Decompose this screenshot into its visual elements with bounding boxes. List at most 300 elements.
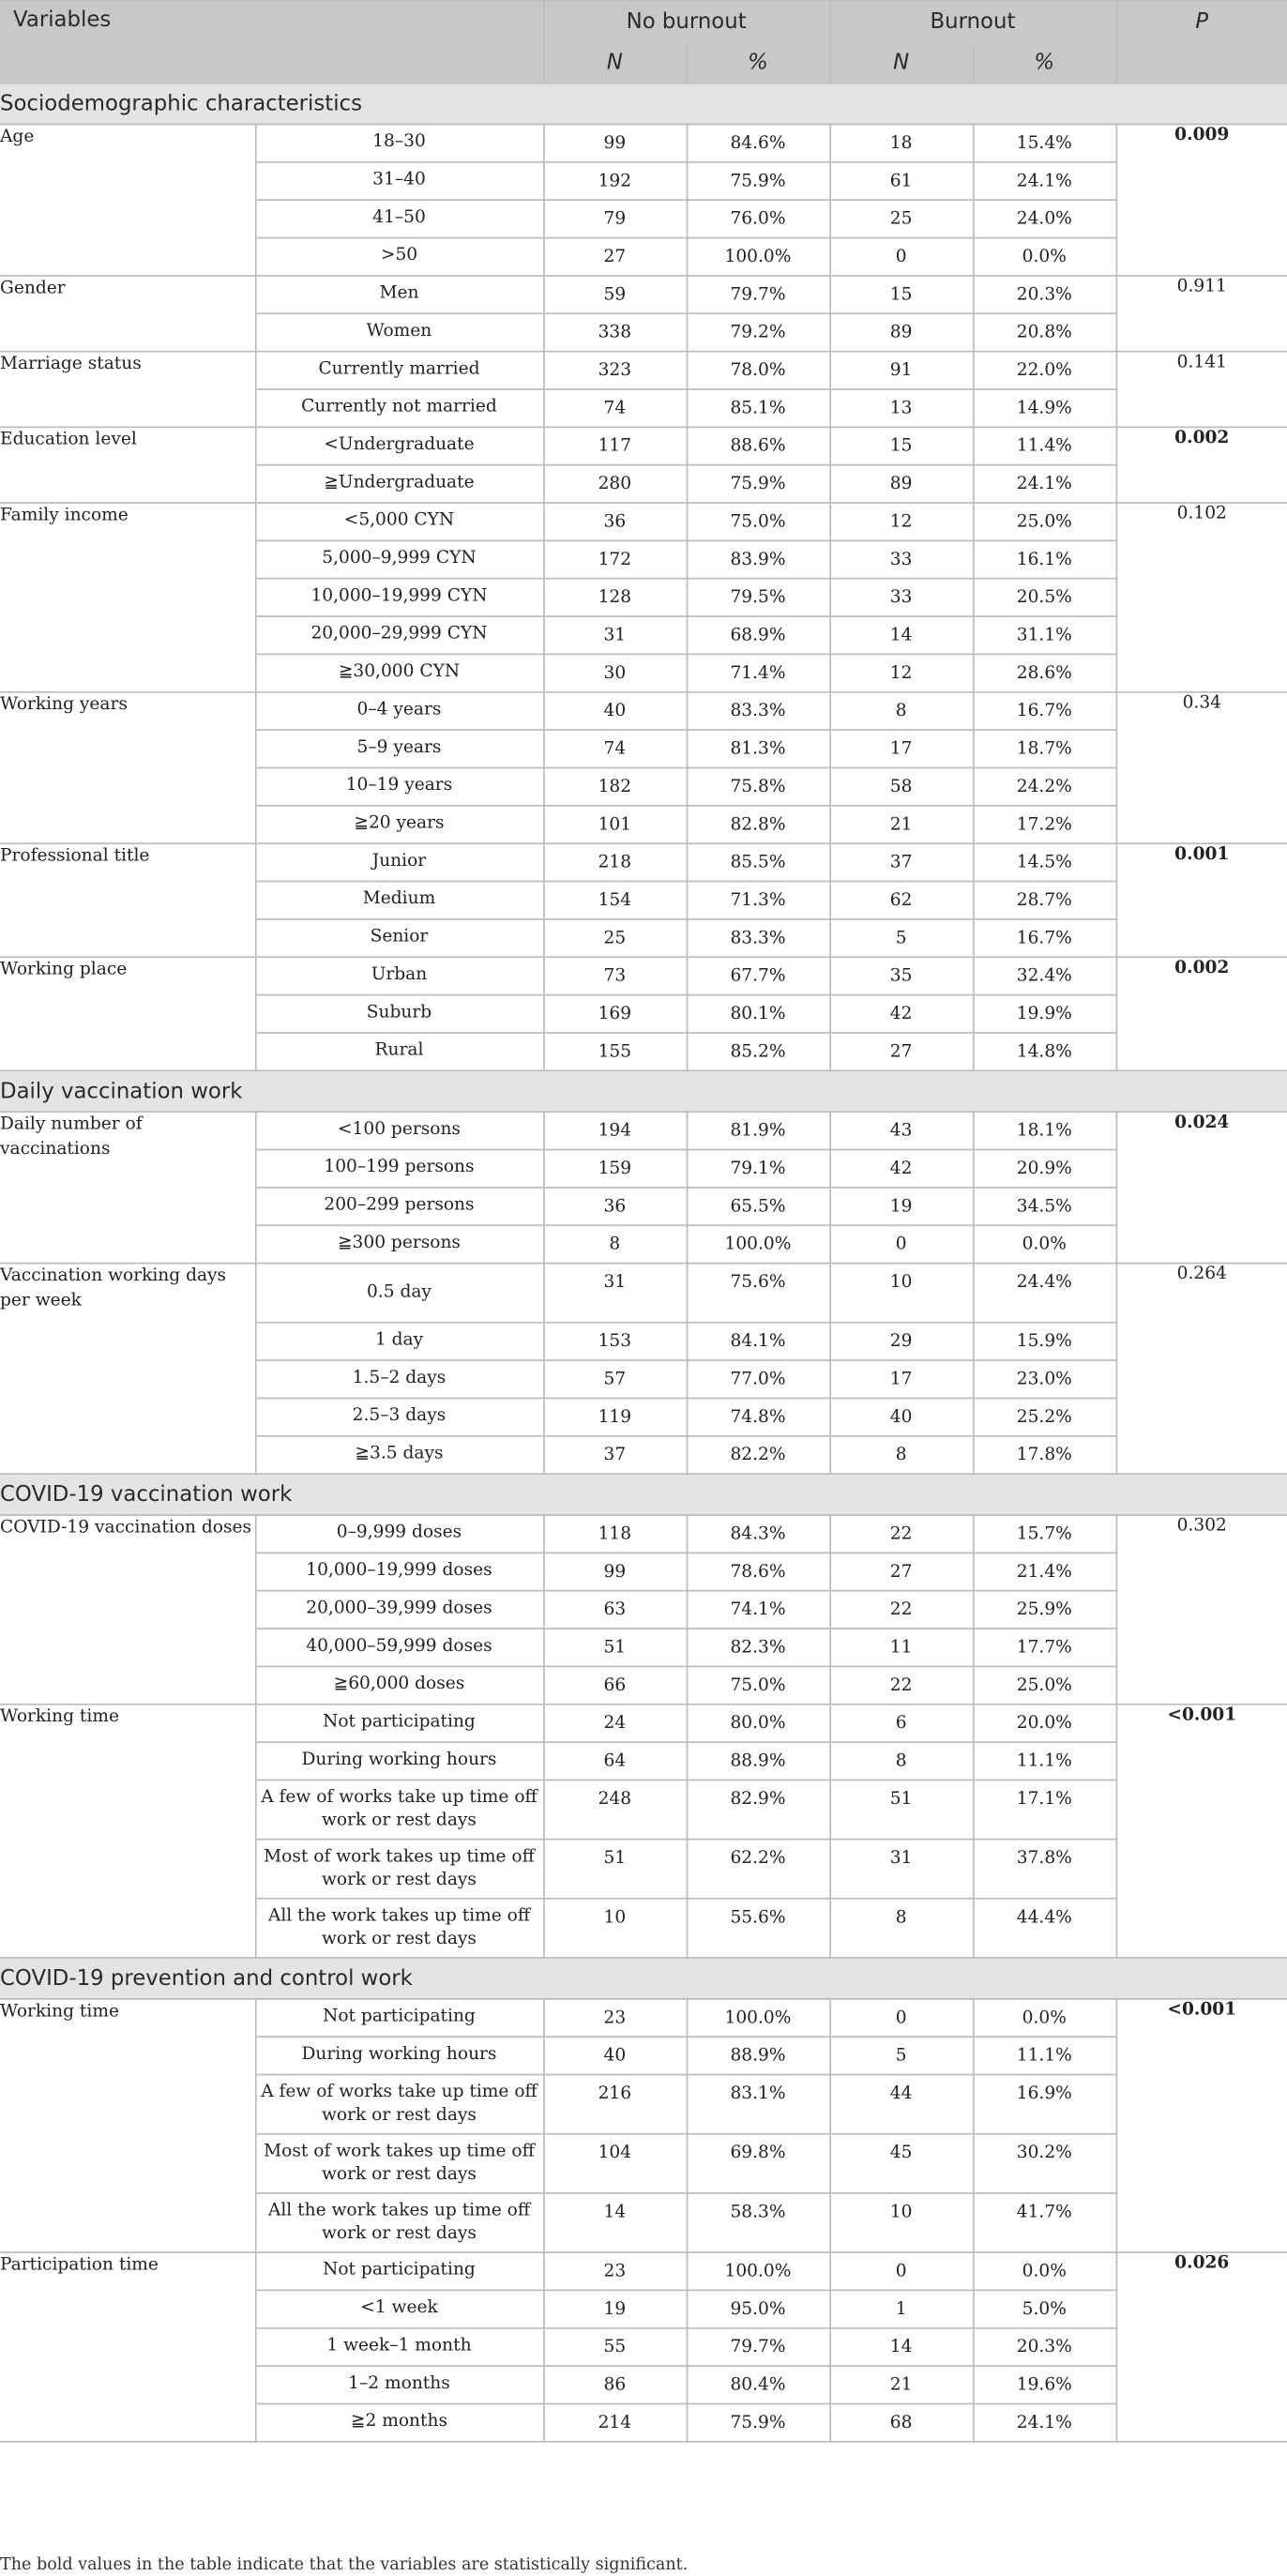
p-value: 0.009 [1116,124,1287,275]
burnout-pct: 24.1% [973,2403,1116,2441]
burnout-n: 25 [829,200,973,237]
burnout-n: 61 [829,162,973,200]
burnout-pct: 17.8% [973,1436,1116,1474]
category-label: ≧2 months [255,2403,543,2441]
burnout-n: 22 [829,1666,973,1704]
no-burnout-pct: 75.9% [687,162,830,200]
no-burnout-n: 36 [543,1188,687,1225]
category-label: >50 [255,238,543,276]
no-burnout-n: 172 [543,540,687,578]
burnout-pct: 18.7% [973,730,1116,767]
category-label: 1–2 months [255,2366,543,2403]
no-burnout-n: 99 [543,124,687,161]
category-label: All the work takes up time off work or rest days [255,2193,543,2252]
category-label: Suburb [255,995,543,1033]
no-burnout-pct: 79.7% [687,2328,830,2366]
burnout-pct: 30.2% [973,2134,1116,2193]
no-burnout-pct: 71.4% [687,654,830,691]
burnout-n: 11 [829,1629,973,1666]
burnout-n: 5 [829,2037,973,2074]
category-label: 10,000–19,999 CYN [255,579,543,616]
category-label: 0.5 day [255,1264,543,1323]
no-burnout-pct: 75.9% [687,465,830,503]
table-row [0,1112,1287,1149]
no-burnout-n: 192 [543,162,687,200]
burnout-pct: 14.9% [973,389,1116,427]
burnout-pct: 17.1% [973,1780,1116,1839]
no-burnout-n: 19 [543,2290,687,2327]
table-row [0,1999,1287,2037]
no-burnout-n: 99 [543,1553,687,1590]
burnout-n: 8 [829,1436,973,1474]
burnout-pct: 20.3% [973,2328,1116,2366]
category-label: All the work takes up time off work or rest days [255,1899,543,1958]
burnout-pct: 24.0% [973,200,1116,237]
category-label: <Undergraduate [255,427,543,464]
table-row [0,503,1287,540]
category-label: 20,000–29,999 CYN [255,616,543,654]
no-burnout-n: 51 [543,1629,687,1666]
no-burnout-pct: 82.3% [687,1629,830,1666]
category-label: Not participating [255,1705,543,1742]
no-burnout-pct: 62.2% [687,1840,830,1899]
burnout-n: 8 [829,1899,973,1958]
no-burnout-n: 118 [543,1515,687,1553]
no-burnout-pct: 77.0% [687,1360,830,1398]
burnout-pct: 20.5% [973,579,1116,616]
no-burnout-n: 154 [543,882,687,919]
burnout-n: 42 [829,995,973,1033]
burnout-pct: 20.3% [973,276,1116,313]
variable-name: Working time [0,1999,255,2252]
no-burnout-pct: 79.7% [687,276,830,313]
section-row [0,1474,1287,1515]
no-burnout-n: 74 [543,389,687,427]
header-n: N [829,43,973,83]
burnout-n: 13 [829,389,973,427]
burnout-pct: 14.5% [973,843,1116,881]
burnout-pct: 24.1% [973,162,1116,200]
no-burnout-pct: 79.2% [687,313,830,351]
no-burnout-n: 25 [543,919,687,957]
no-burnout-n: 73 [543,957,687,994]
p-value: 0.002 [1116,427,1287,503]
burnout-n: 33 [829,579,973,616]
table-row [0,427,1287,464]
category-label: ≧60,000 doses [255,1666,543,1704]
no-burnout-n: 248 [543,1780,687,1839]
burnout-n: 42 [829,1150,973,1188]
burnout-n: 19 [829,1188,973,1225]
category-label: 31–40 [255,162,543,200]
no-burnout-pct: 71.3% [687,882,830,919]
no-burnout-n: 37 [543,1436,687,1474]
category-label: 5,000–9,999 CYN [255,540,543,578]
category-label: Currently not married [255,389,543,427]
header-p: P [1116,1,1287,43]
burnout-pct: 25.2% [973,1398,1116,1435]
category-label: Senior [255,919,543,957]
header-n: N [543,43,687,83]
burnout-pct: 41.7% [973,2193,1116,2252]
section-row [0,1958,1287,1999]
no-burnout-n: 119 [543,1398,687,1435]
variable-name: Professional title [0,843,255,957]
table-row [0,692,1287,730]
no-burnout-pct: 65.5% [687,1188,830,1225]
burnout-pct: 37.8% [973,1840,1116,1899]
p-value: 0.911 [1116,276,1287,352]
burnout-pct: 17.7% [973,1629,1116,1666]
no-burnout-pct: 100.0% [687,238,830,276]
p-value: 0.302 [1116,1515,1287,1705]
p-value: 0.102 [1116,503,1287,692]
category-label: Rural [255,1033,543,1070]
no-burnout-pct: 74.8% [687,1398,830,1435]
variable-name: Working time [0,1705,255,1958]
variable-name: Marriage status [0,352,255,428]
category-label: 10–19 years [255,767,543,805]
table-header [0,1,1287,83]
category-label: 2.5–3 days [255,1398,543,1435]
burnout-n: 62 [829,882,973,919]
no-burnout-pct: 58.3% [687,2193,830,2252]
burnout-pct: 16.9% [973,2075,1116,2134]
burnout-pct: 0.0% [973,1999,1116,2037]
p-value: 0.026 [1116,2252,1287,2442]
no-burnout-n: 36 [543,503,687,540]
no-burnout-pct: 78.6% [687,1553,830,1590]
p-value: 0.141 [1116,352,1287,428]
p-value: 0.002 [1116,957,1287,1070]
no-burnout-n: 55 [543,2328,687,2366]
burnout-n: 10 [829,2193,973,2252]
no-burnout-pct: 82.8% [687,806,830,843]
burnout-pct: 20.0% [973,1705,1116,1742]
category-label: 0–9,999 doses [255,1515,543,1553]
header-pct: % [687,43,830,83]
no-burnout-n: 155 [543,1033,687,1070]
no-burnout-n: 51 [543,1840,687,1899]
burnout-pct: 24.4% [973,1264,1116,1323]
no-burnout-n: 31 [543,616,687,654]
no-burnout-pct: 81.3% [687,730,830,767]
category-label: Medium [255,882,543,919]
burnout-n: 44 [829,2075,973,2134]
burnout-n: 0 [829,2252,973,2290]
burnout-n: 22 [829,1591,973,1629]
burnout-pct: 0.0% [973,238,1116,276]
header-no-burnout: No burnout [543,1,829,43]
category-label: ≧Undergraduate [255,465,543,503]
category-label: During working hours [255,2037,543,2074]
no-burnout-pct: 69.8% [687,2134,830,2193]
category-label: 20,000–39,999 doses [255,1591,543,1629]
no-burnout-pct: 95.0% [687,2290,830,2327]
no-burnout-pct: 80.1% [687,995,830,1033]
variable-name: Age [0,124,255,275]
no-burnout-n: 86 [543,2366,687,2403]
burnout-pct: 0.0% [973,2252,1116,2290]
no-burnout-n: 153 [543,1323,687,1360]
no-burnout-pct: 84.6% [687,124,830,161]
category-label: 0–4 years [255,692,543,730]
burnout-pct: 23.0% [973,1360,1116,1398]
category-label: Women [255,313,543,351]
burnout-n: 14 [829,2328,973,2366]
category-label: 10,000–19,999 doses [255,1553,543,1590]
no-burnout-pct: 100.0% [687,1999,830,2037]
variable-name: Working years [0,692,255,843]
no-burnout-pct: 84.3% [687,1515,830,1553]
no-burnout-pct: 100.0% [687,1225,830,1263]
category-label: ≧300 persons [255,1225,543,1263]
category-label: 200–299 persons [255,1188,543,1225]
burnout-pct: 14.8% [973,1033,1116,1070]
table-body [0,83,1287,2442]
variable-name: Daily number of vaccinations [0,1112,255,1263]
no-burnout-pct: 55.6% [687,1899,830,1958]
burnout-pct: 25.0% [973,1666,1116,1704]
no-burnout-n: 8 [543,1225,687,1263]
header-blank [1116,43,1287,83]
variable-name: Family income [0,503,255,692]
no-burnout-pct: 88.9% [687,2037,830,2074]
burnout-n: 89 [829,465,973,503]
category-label: 1 day [255,1323,543,1360]
burnout-pct: 17.2% [973,806,1116,843]
no-burnout-n: 218 [543,843,687,881]
no-burnout-pct: 85.5% [687,843,830,881]
no-burnout-pct: 75.9% [687,2403,830,2441]
p-value: <0.001 [1116,1705,1287,1958]
category-label: 18–30 [255,124,543,161]
category-label: ≧30,000 CYN [255,654,543,691]
burnout-n: 17 [829,1360,973,1398]
variable-name: Gender [0,276,255,352]
burnout-n: 33 [829,540,973,578]
category-label: A few of works take up time off work or rest days [255,2075,543,2134]
burnout-n: 43 [829,1112,973,1149]
category-label: 1.5–2 days [255,1360,543,1398]
table-row [0,843,1287,881]
category-label: <100 persons [255,1112,543,1149]
no-burnout-n: 40 [543,2037,687,2074]
no-burnout-pct: 84.1% [687,1323,830,1360]
burnout-pct: 25.0% [973,503,1116,540]
no-burnout-n: 182 [543,767,687,805]
burnout-n: 51 [829,1780,973,1839]
burnout-n: 15 [829,427,973,464]
category-label: 40,000–59,999 doses [255,1629,543,1666]
no-burnout-pct: 67.7% [687,957,830,994]
variable-name: Education level [0,427,255,503]
no-burnout-pct: 81.9% [687,1112,830,1149]
table-row [0,276,1287,313]
section-title: COVID-19 prevention and control work [0,1958,1287,1999]
category-label: Urban [255,957,543,994]
no-burnout-pct: 83.3% [687,919,830,957]
category-label: 1 week–1 month [255,2328,543,2366]
section-title: Sociodemographic characteristics [0,83,1287,125]
section-title: COVID-19 vaccination work [0,1474,1287,1515]
burnout-pct: 19.9% [973,995,1116,1033]
burnout-n: 45 [829,2134,973,2193]
burnout-pct: 11.1% [973,1742,1116,1780]
burnout-n: 8 [829,692,973,730]
burnout-pct: 28.6% [973,654,1116,691]
no-burnout-pct: 83.9% [687,540,830,578]
table-row [0,1515,1287,1553]
no-burnout-pct: 80.0% [687,1705,830,1742]
no-burnout-n: 66 [543,1666,687,1704]
burnout-n: 0 [829,238,973,276]
variable-name: COVID-19 vaccination doses [0,1515,255,1705]
no-burnout-n: 10 [543,1899,687,1958]
no-burnout-n: 101 [543,806,687,843]
category-label: A few of works take up time off work or rest days [255,1780,543,1839]
burnout-pct: 25.9% [973,1591,1116,1629]
no-burnout-pct: 82.2% [687,1436,830,1474]
burnout-pct: 28.7% [973,882,1116,919]
burnout-n: 5 [829,919,973,957]
category-label: ≧3.5 days [255,1436,543,1474]
burnout-n: 8 [829,1742,973,1780]
category-label: Most of work takes up time off work or rest days [255,2134,543,2193]
no-burnout-n: 216 [543,2075,687,2134]
category-label: During working hours [255,1742,543,1780]
no-burnout-pct: 85.1% [687,389,830,427]
variable-name: Participation time [0,2252,255,2442]
no-burnout-n: 63 [543,1591,687,1629]
burnout-n: 37 [829,843,973,881]
burnout-n: 21 [829,2366,973,2403]
burnout-n: 6 [829,1705,973,1742]
no-burnout-n: 79 [543,200,687,237]
variable-name: Vaccination working days per week [0,1264,255,1475]
category-label: Men [255,276,543,313]
burnout-n: 0 [829,1999,973,2037]
burnout-pct: 15.4% [973,124,1116,161]
category-label: <5,000 CYN [255,503,543,540]
category-label: Currently married [255,352,543,389]
table-row [0,1264,1287,1323]
p-value: 0.024 [1116,1112,1287,1263]
p-value: 0.001 [1116,843,1287,957]
burnout-n: 29 [829,1323,973,1360]
burnout-n: 14 [829,616,973,654]
variable-name: Working place [0,957,255,1070]
burnout-pct: 18.1% [973,1112,1116,1149]
burnout-n: 91 [829,352,973,389]
no-burnout-n: 40 [543,692,687,730]
burnout-pct: 34.5% [973,1188,1116,1225]
burnout-pct: 16.7% [973,919,1116,957]
p-value: 0.34 [1116,692,1287,843]
section-row [0,83,1287,125]
burnout-n: 27 [829,1553,973,1590]
burnout-pct: 19.6% [973,2366,1116,2403]
burnout-pct: 15.7% [973,1515,1116,1553]
no-burnout-n: 194 [543,1112,687,1149]
category-label: Not participating [255,1999,543,2037]
no-burnout-n: 30 [543,654,687,691]
table-row [0,124,1287,161]
burnout-pct: 16.7% [973,692,1116,730]
table-row [0,957,1287,994]
no-burnout-pct: 78.0% [687,352,830,389]
no-burnout-pct: 76.0% [687,200,830,237]
no-burnout-pct: 88.6% [687,427,830,464]
table-row [0,2252,1287,2290]
burnout-pct: 20.9% [973,1150,1116,1188]
burnout-pct: 31.1% [973,616,1116,654]
category-label: ≧20 years [255,806,543,843]
burnout-pct: 44.4% [973,1899,1116,1958]
no-burnout-n: 338 [543,313,687,351]
burnout-pct: 21.4% [973,1553,1116,1590]
burnout-pct: 16.1% [973,540,1116,578]
burnout-pct: 15.9% [973,1323,1116,1360]
no-burnout-pct: 83.3% [687,692,830,730]
no-burnout-n: 14 [543,2193,687,2252]
burnout-pct: 5.0% [973,2290,1116,2327]
burnout-n: 1 [829,2290,973,2327]
no-burnout-n: 59 [543,276,687,313]
no-burnout-n: 117 [543,427,687,464]
burnout-n: 40 [829,1398,973,1435]
category-label: <1 week [255,2290,543,2327]
burnout-n: 35 [829,957,973,994]
burnout-pct: 32.4% [973,957,1116,994]
no-burnout-n: 104 [543,2134,687,2193]
burnout-pct: 11.4% [973,427,1116,464]
no-burnout-n: 159 [543,1150,687,1188]
burnout-n: 27 [829,1033,973,1070]
burnout-n: 68 [829,2403,973,2441]
burnout-pct: 24.2% [973,767,1116,805]
burnout-n: 21 [829,806,973,843]
burnout-n: 58 [829,767,973,805]
no-burnout-n: 57 [543,1360,687,1398]
header-burnout: Burnout [829,1,1115,43]
no-burnout-pct: 83.1% [687,2075,830,2134]
no-burnout-n: 31 [543,1264,687,1323]
no-burnout-n: 23 [543,2252,687,2290]
footnote: The bold values in the table indicate that the variables are statistically significant. [0,2555,689,2575]
no-burnout-n: 24 [543,1705,687,1742]
burnout-n: 18 [829,124,973,161]
no-burnout-pct: 75.6% [687,1264,830,1323]
burnout-n: 12 [829,654,973,691]
burnout-n: 17 [829,730,973,767]
no-burnout-n: 64 [543,1742,687,1780]
section-row [0,1070,1287,1112]
no-burnout-pct: 75.8% [687,767,830,805]
no-burnout-pct: 74.1% [687,1591,830,1629]
category-label: 100–199 persons [255,1150,543,1188]
no-burnout-pct: 85.2% [687,1033,830,1070]
no-burnout-pct: 79.1% [687,1150,830,1188]
category-label: Most of work takes up time off work or rest days [255,1840,543,1899]
no-burnout-pct: 68.9% [687,616,830,654]
p-value: 0.264 [1116,1264,1287,1475]
no-burnout-n: 23 [543,1999,687,2037]
burnout-pct: 24.1% [973,465,1116,503]
no-burnout-pct: 75.0% [687,1666,830,1704]
no-burnout-pct: 75.0% [687,503,830,540]
no-burnout-n: 74 [543,730,687,767]
